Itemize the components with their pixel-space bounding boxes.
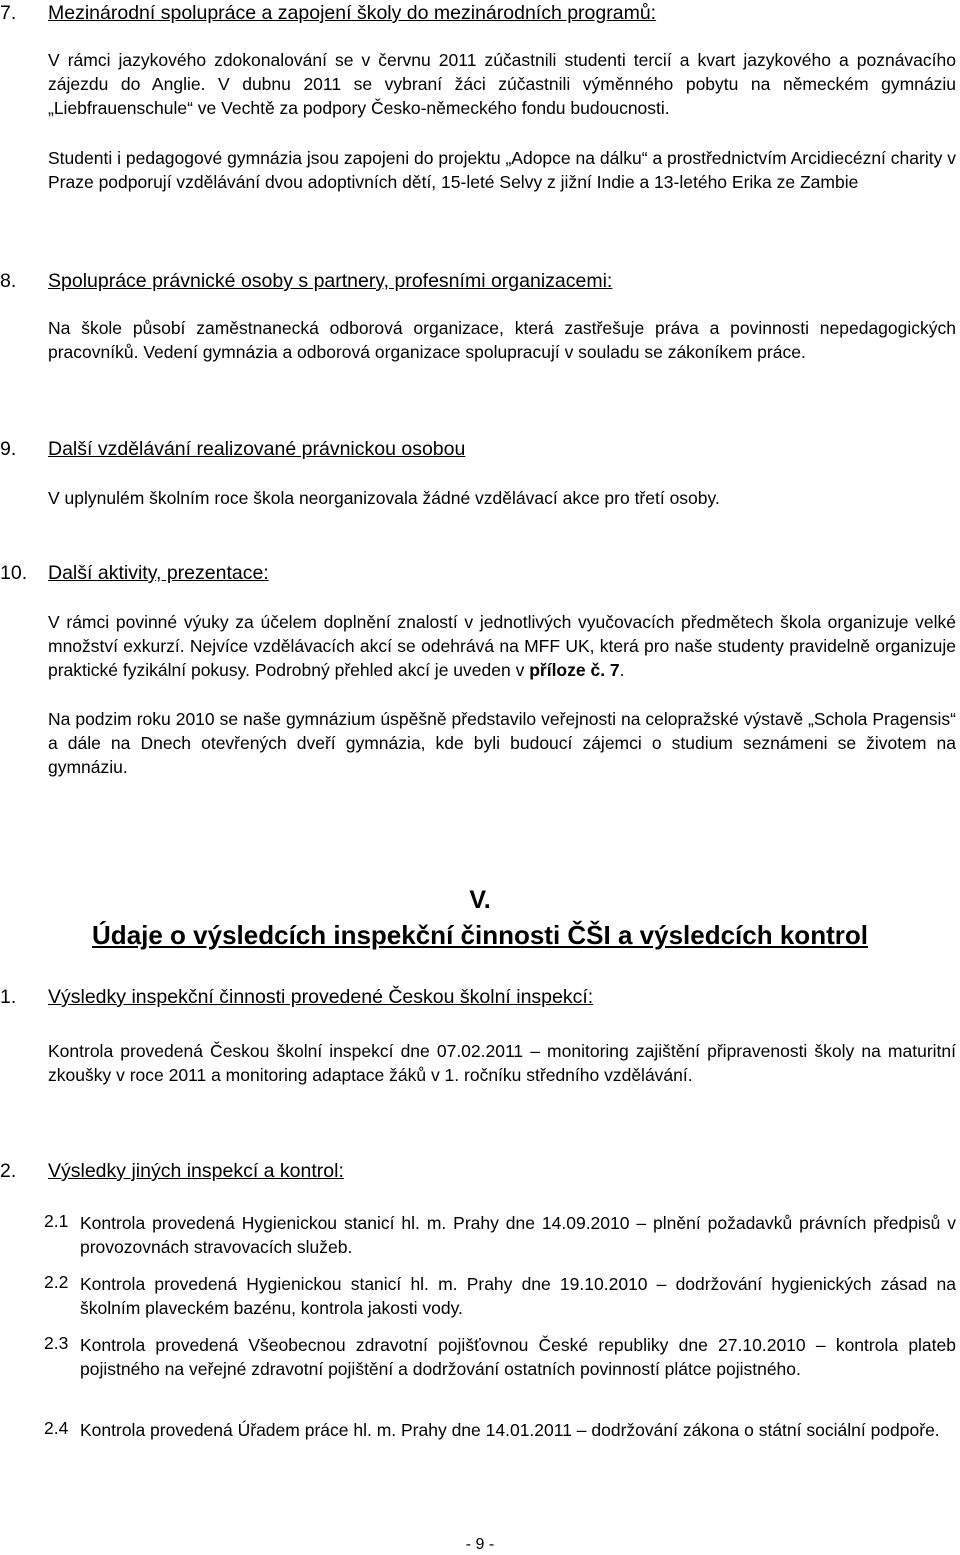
- paragraph-text: Na škole působí zaměstnanecká odborová organizace, která zastřešuje práva a povinnosti nepedagogických pracovníků. Vedení gymnázia a odborová organizace spolupracují v souladu se zákoníkem práce.: [48, 318, 956, 362]
- paragraph-text: Na podzim roku 2010 se naše gymnázium úspěšně představilo veřejnosti na celopražské výstavě „Schola Pragensis“ a dále na Dnech otevřených dveří gymnázia, kde byli budoucí zájemci o studium seznámeni se životem na gymnáziu.: [48, 709, 956, 777]
- chapter-title: Údaje o výsledcích inspekční činnosti ČŠI a výsledcích kontrol: [92, 920, 868, 950]
- section-10-heading: [0, 562, 269, 585]
- item-number: 2.3: [44, 1333, 69, 1353]
- paragraph-text-main: V rámci povinné výuky za účelem doplnění znalostí v jednotlivých vyučovacích předmětech škola organizuje velké množství exkurzí. Nejvíce vzdělávacích akcí se odehrává na MFF UK, která pro naše studenty pravidelně organizuje praktické fyzikální pokusy. Podrobný přehled akcí je uveden v: [48, 612, 956, 680]
- section-title: Další vzdělávání realizované právnickou osobou: [48, 438, 466, 460]
- inspection-item: [44, 1333, 956, 1381]
- subsection-2-heading: [0, 1160, 344, 1183]
- item-text: Kontrola provedená Všeobecnou zdravotní pojišťovnou České republiky dne 27.10.2010 – kontrola plateb pojistného na veřejné zdravotní pojištění a dodržování ostatních povinností plátce pojistného.: [80, 1335, 956, 1379]
- section-9-heading: [0, 438, 465, 461]
- section-title: Mezinárodní spolupráce a zapojení školy do mezinárodních programů:: [48, 2, 657, 24]
- item-number: 2.1: [44, 1211, 69, 1231]
- section-number: 1.: [0, 986, 17, 1008]
- subsection-1-paragraph: [48, 1039, 956, 1087]
- paragraph-text: [48, 610, 956, 682]
- section-title: Výsledky jiných inspekcí a kontrol:: [48, 1160, 344, 1182]
- chapter-number: V.: [469, 886, 491, 914]
- subsection-1-heading: [0, 986, 593, 1009]
- inspection-item: [44, 1211, 956, 1259]
- paragraph-text: V uplynulém školním roce škola neorganizovala žádné vzdělávací akce pro třetí osoby.: [48, 488, 720, 508]
- section-number: 10.: [0, 562, 28, 584]
- section-title: Spolupráce právnické osoby s partnery, profesními organizacemi:: [48, 270, 613, 292]
- paragraph-text: V rámci jazykového zdokonalování se v červnu 2011 zúčastnili studenti tercií a kvart jazykového a poznávacího zájezdu do Anglie. V dubnu 2011 se vybraní žáci zúčastnili výměnného pobytu na německém gymnáziu „Liebfrauenschule“ ve Vechtě za podpory Česko-německého fondu budoucnosti.: [48, 50, 956, 118]
- paragraph-text-end: .: [619, 660, 625, 680]
- section-9-paragraph: [48, 486, 956, 510]
- paragraph-text: Studenti i pedagogové gymnázia jsou zapojeni do projektu „Adopce na dálku“ a prostřednictvím Arcidiecézní charity v Praze podporují vzdělávání dvou adoptivních dětí, 15-leté Selvy z jižní Indie a 13-letého Erika ze Zambie: [48, 148, 956, 192]
- inspection-item: [44, 1418, 956, 1442]
- inspection-item: [44, 1272, 956, 1320]
- section-number: 7.: [0, 2, 17, 24]
- section-number: 2.: [0, 1160, 17, 1182]
- paragraph-text: Kontrola provedená Českou školní inspekcí dne 07.02.2011 – monitoring zajištění připravenosti školy na maturitní zkoušky v roce 2011 a monitoring adaptace žáků v 1. ročníku středního vzdělávání.: [48, 1041, 956, 1085]
- section-7-paragraph-2: [48, 146, 956, 194]
- section-number: 8.: [0, 270, 17, 292]
- section-title: Výsledky inspekční činnosti provedené Českou školní inspekcí:: [48, 986, 594, 1008]
- section-10-paragraph-1: [48, 610, 956, 682]
- section-number: 9.: [0, 438, 17, 460]
- item-number: 2.4: [44, 1418, 69, 1438]
- item-text: Kontrola provedená Hygienickou stanicí hl. m. Prahy dne 19.10.2010 – dodržování hygienických zásad na školním plaveckém bazénu, kontrola jakosti vody.: [80, 1274, 956, 1318]
- section-8-paragraph: [48, 316, 956, 364]
- section-7-paragraph-1: [48, 48, 956, 120]
- section-8-heading: [0, 270, 612, 293]
- section-10-paragraph-2: [48, 707, 956, 779]
- item-number: 2.2: [44, 1272, 69, 1292]
- item-text: Kontrola provedená Úřadem práce hl. m. Prahy dne 14.01.2011 – dodržování zákona o státní sociální podpoře.: [80, 1420, 940, 1440]
- section-title: Další aktivity, prezentace:: [48, 562, 269, 584]
- attachment-reference: příloze č. 7: [529, 660, 620, 680]
- section-7-heading: [0, 2, 656, 25]
- item-text: Kontrola provedená Hygienickou stanicí hl. m. Prahy dne 14.09.2010 – plnění požadavků právních předpisů v provozovnách stravovacích služeb.: [80, 1213, 956, 1257]
- page-number: - 9 -: [465, 1536, 495, 1553]
